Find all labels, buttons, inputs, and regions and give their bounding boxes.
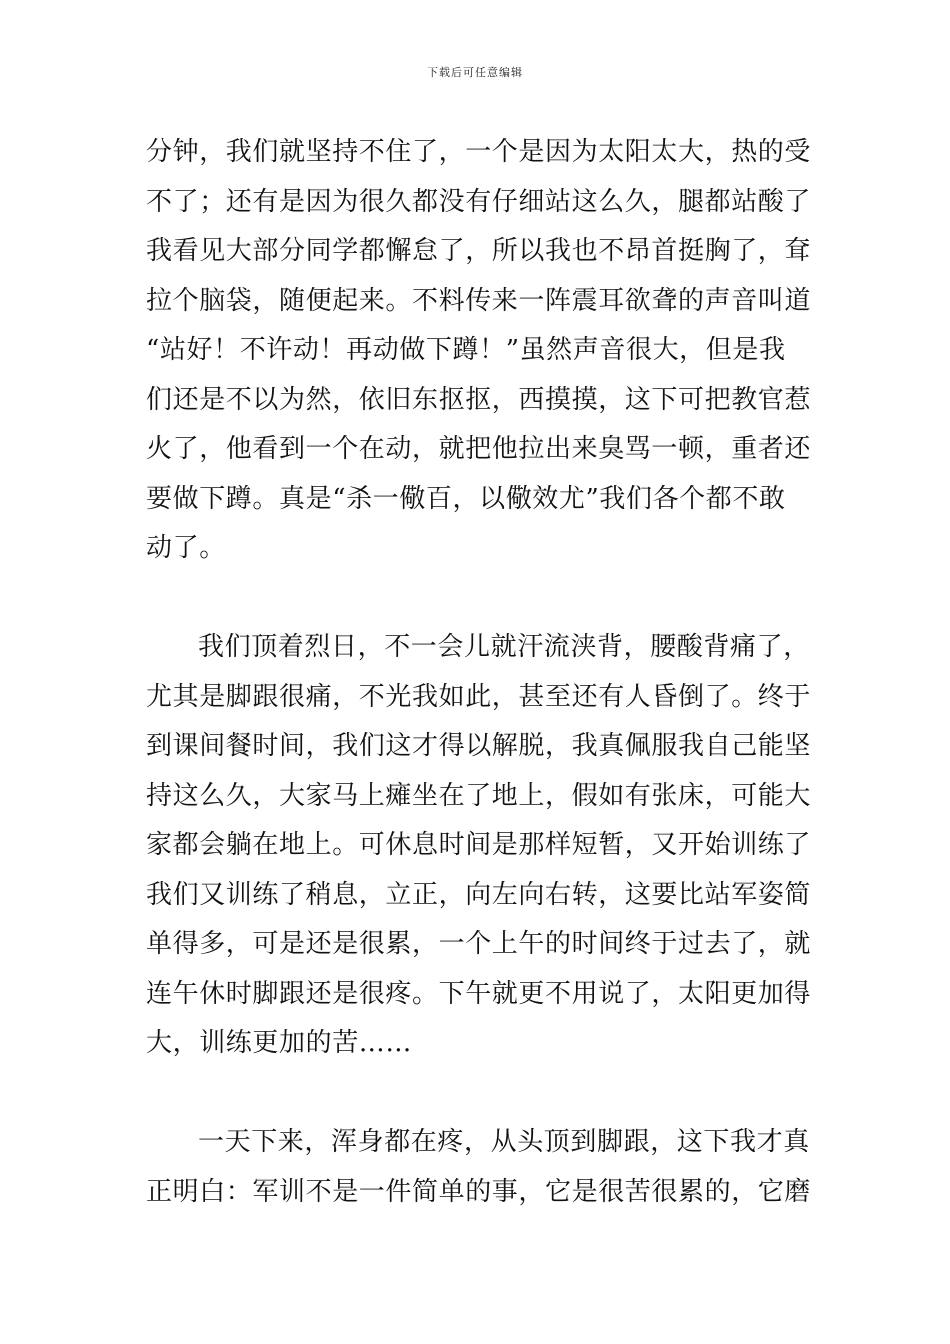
paragraph-gap (146, 1069, 806, 1119)
text-line: 正明白：军训不是一件简单的事，它是很苦很累的，它磨 (146, 1176, 812, 1207)
text-line: 我们顶着烈日，不一会儿就汗流浃背，腰酸背痛了， (198, 632, 810, 662)
paragraph-1 (146, 128, 812, 574)
text-line: 连午休时脚跟还是很疼。下午就更不用说了，太阳更加得 (146, 978, 812, 1009)
text-line: 我们又训练了稍息，立正，向左向右转，这要比站军姿简 (146, 879, 812, 910)
text-line: 们还是不以为然，依旧东抠抠，西摸摸，这下可把教官惹 (146, 384, 812, 415)
text-line: 要做下蹲。真是“杀一儆百，以儆效尤”我们各个都不敢 (146, 483, 786, 514)
text-line: 单得多，可是还是很累，一个上午的时间终于过去了，就 (146, 929, 812, 959)
page-header: 下载后可任意编辑 (427, 66, 523, 79)
text-line: 我看见大部分同学都懈怠了，所以我也不昂首挺胸了，耷 (146, 236, 812, 266)
text-line: 一天下来，浑身都在疼，从头顶到脚跟，这下我才真 (198, 1127, 810, 1157)
text-line: 家都会躺在地上。可休息时间是那样短暂，又开始训练了 (146, 830, 812, 860)
text-line: 大，训练更加的苦…… (146, 1028, 413, 1058)
text-line: 拉个脑袋，随便起来。不料传来一阵震耳欲聋的声音叫道 (146, 285, 812, 316)
paragraph-3 (146, 1118, 812, 1217)
text-line: 动了。 (146, 533, 226, 563)
text-line: 分钟，我们就坚持不住了，一个是因为太阳太大，热的受 (146, 137, 812, 167)
paragraph-gap (146, 574, 806, 624)
text-line: 火了，他看到一个在动，就把他拉出来臭骂一顿，重者还 (146, 434, 812, 464)
text-line: 不了；还有是因为很久都没有仔细站这么久，腿都站酸了 (146, 186, 812, 217)
text-line: 尤其是脚跟很痛，不光我如此，甚至还有人昏倒了。终于 (146, 681, 812, 712)
document-body (146, 128, 812, 1217)
text-line: 持这么久，大家马上瘫坐在了地上，假如有张床，可能大 (146, 780, 812, 811)
text-line: 到课间餐时间，我们这才得以解脱，我真佩服我自己能坚 (146, 731, 812, 761)
text-line: “站好！不许动！再动做下蹲！”虽然声音很大，但是我 (146, 335, 786, 365)
paragraph-2 (146, 623, 812, 1069)
